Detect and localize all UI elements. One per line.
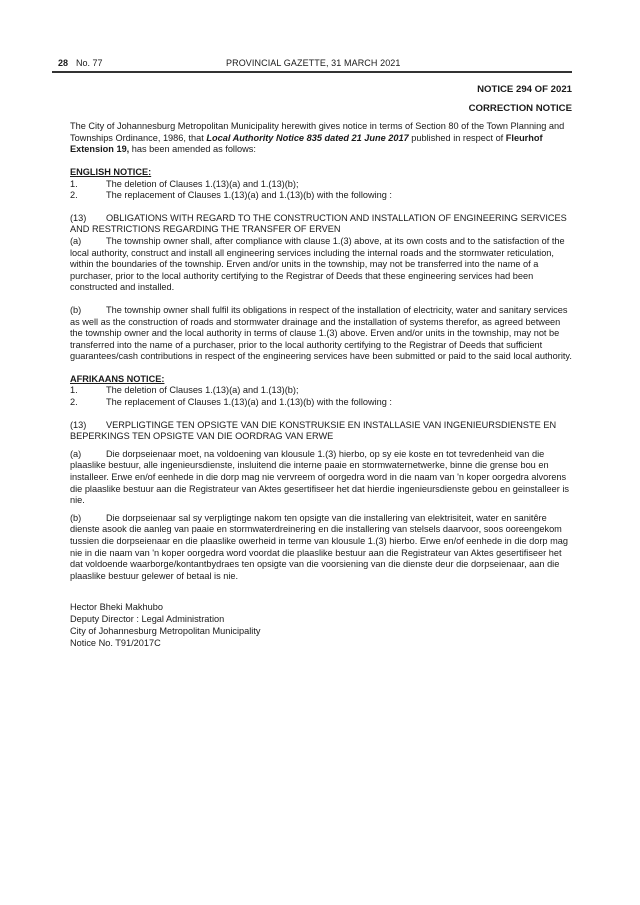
header-rule <box>52 71 572 73</box>
item-text: The replacement of Clauses 1.(13)(a) and 1.(13)(b) with the following : <box>106 190 392 201</box>
intro-township: Fleurhof Extension 19, <box>70 132 543 155</box>
notice-number: NOTICE 294 OF 2021 <box>477 84 572 95</box>
english-clause-a <box>70 236 572 294</box>
intro-reference: Local Authority Notice 835 dated 21 June 2017 <box>206 132 409 143</box>
clause-number: (13) <box>70 212 87 223</box>
item-number: 1. <box>70 385 78 396</box>
intro-text-2: published in respect of <box>408 132 506 143</box>
item-text: The deletion of Clauses 1.(13)(a) and 1.(13)(b); <box>106 385 299 396</box>
clause-heading-text: VERPLIGTINGE TEN OPSIGTE VAN DIE KONSTRUKSIE EN INSTALLASIE VAN INGENIEURSDIENSTE EN BEPERKINGS TEN OPSIGTE VAN DIE OORDRAG VAN ERWE <box>70 419 557 442</box>
clause-heading-text: OBLIGATIONS WITH REGARD TO THE CONSTRUCTION AND INSTALLATION OF ENGINEERING SERVICES AND RESTRICTIONS REGARDING THE TRANSFER OF ERVEN <box>70 212 567 235</box>
clause-letter: (a) <box>70 235 82 246</box>
list-item <box>70 190 572 202</box>
item-text: The replacement of Clauses 1.(13)(a) and 1.(13)(b) with the following : <box>106 397 392 408</box>
afrikaans-clause-heading <box>70 420 572 443</box>
english-clause-b <box>70 305 572 363</box>
signatory-name: Hector Bheki Makhubo <box>70 602 163 613</box>
notice-type: CORRECTION NOTICE <box>468 102 572 114</box>
afrikaans-heading: AFRIKAANS NOTICE: <box>70 373 165 384</box>
issue-number: No. 77 <box>76 58 103 68</box>
clause-letter: (b) <box>70 512 82 523</box>
clause-number: (13) <box>70 419 87 430</box>
clause-text: The township owner shall fulfil its obligations in respect of the installation of electricity, water and sanitary services as well as the construction of roads and stormwater drainage and the installation of systems therefor, as agreed between the township owner and the local authority in terms of clause 1.(3) above. Erven and/or units in the township, may not be transferred into the name of a purchaser, prior to the local authority certifying to the Registrar of Deeds that sufficient guarantees/cash contributions in respect of the engineering services have been submitted or paid to the said local authority. <box>70 304 572 362</box>
clause-text: The township owner shall, after compliance with clause 1.(3) above, at its own costs and to the satisfaction of the local authority, construct and install all engineering services including the internal roads and the stormwater reticulation, within the boundaries of the township. Erven and/or units in the township, may not be transferred into the name of a purchaser, prior to the local authority certifying to the Registrar of Deeds that these engineering services had been constructed and installed. <box>70 235 565 293</box>
intro-text-3: has been amended as follows: <box>129 144 256 155</box>
signatory-title: Deputy Director : Legal Administration <box>70 614 225 625</box>
page-number: 28 <box>58 58 69 68</box>
notice-body <box>70 84 572 650</box>
item-number: 1. <box>70 178 78 189</box>
clause-text: Die dorpseienaar sal sy verpligtinge nakom ten opsigte van die installering van elektrisiteit, water en sanitêre dienste asook die aanleg van paaie en stormwaterdreinering en die installering van stelsels daarvoor, soos ooreengekom tussien die dorpseienaar en die plaaslike owerheid in terme van klousule 1.(3) hierbo. Erwe en/of eenhede in die dorp mag nie in die naam van 'n koper oorgedra word voordat die plaaslike bestuur aan die Registrateur van Aktes gesertifiseer het dat voldoende waarborge/kontantbydraes ten opsigte van die voorsiening van die dienste deur die dorpseienaar, aan die plaaslike bestuur gelewer of betaal is nie. <box>70 512 568 581</box>
clause-letter: (a) <box>70 448 82 459</box>
english-clause-heading <box>70 213 572 236</box>
header-left <box>58 58 103 70</box>
page-header <box>58 58 574 72</box>
afrikaans-clause-a <box>70 449 572 507</box>
item-text: The deletion of Clauses 1.(13)(a) and 1.(13)(b); <box>106 178 299 189</box>
signatory-org: City of Johannesburg Metropolitan Municipality <box>70 625 261 636</box>
english-heading: ENGLISH NOTICE: <box>70 166 152 177</box>
signature-block <box>70 602 572 649</box>
list-item <box>70 385 572 397</box>
list-item <box>70 179 572 191</box>
clause-letter: (b) <box>70 304 82 315</box>
notice-reference: Notice No. T91/2017C <box>70 637 161 648</box>
clause-text: Die dorpseienaar moet, na voldoening van klousule 1.(3) hierbo, op sy eie koste en tot tevredenheid van die plaaslike bestuur, alle ingenieursdienste, insluitend die interne paaie en stormwaternetwerke, binne die grense bou en installeer. Erwe en/of eenhede in die dorp mag nie vervreem of oorgedra word in die naam van 'n koper oorgedra alvorens die plaaslike bestuur aan die Registrateur van Aktes gesertifiseer het dat hierdie ingenieursdienste gebou en geinstalleer is nie. <box>70 448 569 506</box>
afrikaans-clause-b <box>70 513 572 583</box>
list-item <box>70 397 572 409</box>
intro-text-1: The City of Johannesburg Metropolitan Municipality herewith gives notice in terms of Section 80 of the Town Planning and Townships Ordinance, 1986, that <box>70 121 565 143</box>
gazette-title: PROVINCIAL GAZETTE, 31 MARCH 2021 <box>226 58 401 68</box>
item-number: 2. <box>70 397 78 408</box>
intro-paragraph <box>70 121 572 156</box>
item-number: 2. <box>70 190 78 201</box>
